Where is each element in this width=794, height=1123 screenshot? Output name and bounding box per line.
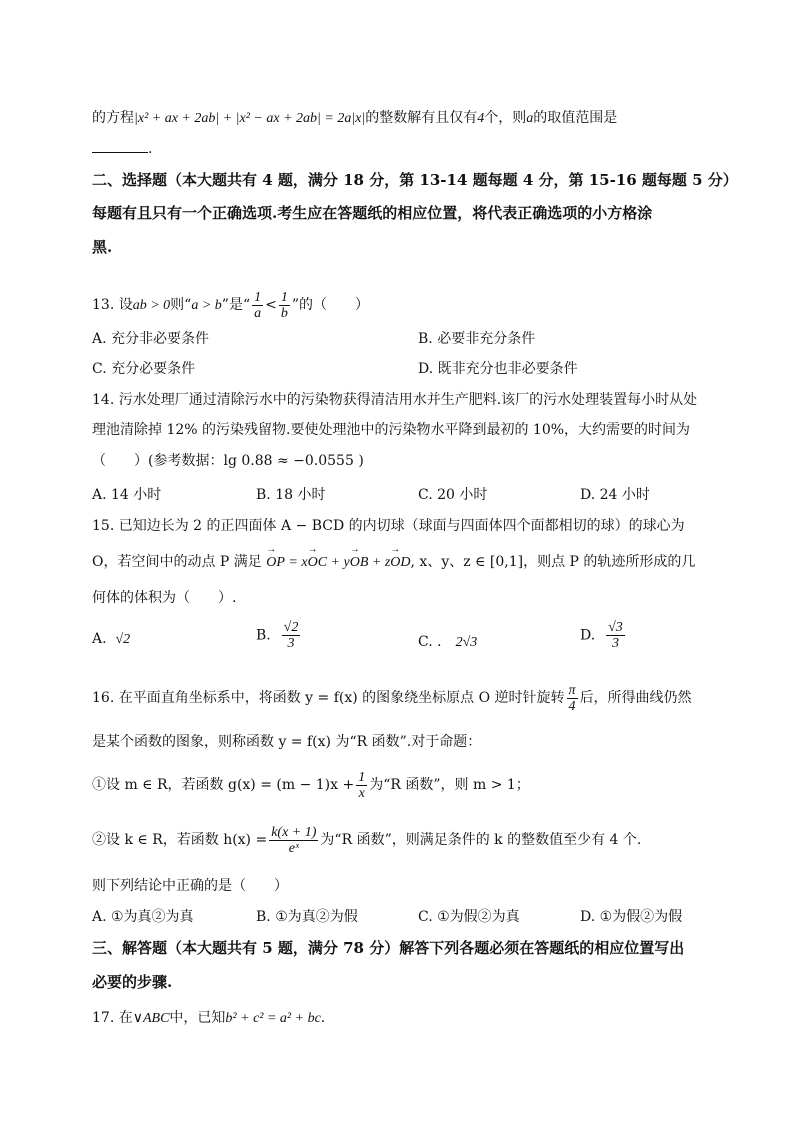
option-label: B. [256,627,271,644]
q15-text: , x、y、z ∈ [0,1]，则点 P 的轨迹所形成的几 [410,554,696,570]
q13-prefix: 13. 设 [92,297,133,313]
option-fraction [282,620,301,651]
q14-option-d[interactable]: D. 24 小时 [580,487,650,503]
q13-option-d[interactable]: D. 既非充分也非必要条件 [418,361,578,377]
frac-num: k(x + 1) [271,824,317,840]
intro-equation: |x² + ax + 2ab| + |x² − ax + 2ab| = 2a|x| [134,111,366,126]
q17-triangle: ∨ABC [132,1011,170,1026]
frac-den: eˣ [288,840,299,856]
frac-den: b [280,305,288,321]
frac-den: 4 [568,698,576,714]
intro-count: 4 [477,111,485,126]
q13-option-c[interactable]: C. 充分必要条件 [92,361,196,377]
q15-option-a[interactable] [92,631,130,648]
frac-num: √3 [608,620,623,635]
q15-option-b[interactable] [256,620,302,651]
frac-num: 1 [254,289,262,305]
q14-line-1: 14. 污水处理厂通过清除污水中的污染物获得清洁用水并生产肥料.该厂的污水处理装置每小时从处 [92,392,698,408]
section-2-title: 二、选择题（本大题共有 4 题，满分 18 分，第 13-14 题每题 4 分，第 15-16 题每题 5 分） [92,171,738,189]
q13-condition: ab > 0 [132,298,171,313]
q13-text: ”是“ [221,297,251,313]
q15-option-d[interactable] [580,620,627,651]
q14-line-2: 理池清除掉 12% 的污染残留物.要使处理池中的污染物水平降到最初的 10%，大约需要的时间为 [92,422,691,438]
vector-od: → OD [390,553,410,573]
section-2-instructions-end: 黑. [92,238,113,256]
frac-num: π [568,682,576,698]
option-label: C. ． [418,634,452,650]
blank-line [92,138,148,153]
q13-fraction-2 [279,290,290,321]
vector-oc: → OC [308,553,327,573]
q16-text: ①设 m ∈ R，若函数 g(x) = (m − 1)x + [92,777,355,793]
q17-text: 17. 在 [92,1010,133,1026]
q15-option-c[interactable] [418,631,477,651]
vector-ob: → OB [350,553,369,573]
q13-text: 则“ [170,297,192,313]
frac-den: 3 [287,636,295,651]
q17-equation: b² + c² = a² + bc [225,1011,321,1026]
q14-option-c[interactable]: C. 20 小时 [418,487,488,503]
frac-num: 1 [280,289,288,305]
frac-den: x [358,785,365,801]
section-3-instructions: 必要的步骤. [92,973,173,991]
intro-line [92,108,734,129]
q15-text: + z [368,555,391,570]
intro-text: 的取值范围是 [533,110,618,126]
q16-statement-1 [92,768,734,802]
q15-line-2 [92,552,734,573]
q17-text: . [320,1010,326,1026]
q13-statement: a > b [191,298,222,313]
q13-end: ”的（ ） [291,297,370,313]
q16-fraction-pi4 [567,683,578,714]
question-17 [92,1008,734,1029]
answer-blank: . [92,138,734,159]
q14-line-3: （ ）(参考数据：lg 0.88 ≈ −0.0555 ) [92,453,364,469]
q15-text: O，若空间中的动点 P 满足 [92,554,267,570]
q16-text: 为“R 函数”，则满足条件的 k 的整数值至少有 4 个. [320,832,642,848]
option-value: √2 [115,632,131,647]
section-2-instructions: 每题有且只有一个正确选项.考生应在答题纸的相应位置，将代表正确选项的小方格涂 [92,204,653,222]
section-3-title: 三、解答题（本大题共有 5 题，满分 78 分）解答下列各题必须在答题纸的相应位置写出 [92,939,685,957]
q14-option-b[interactable]: B. 18 小时 [256,487,326,503]
q16-text: 后，所得曲线仍然 [579,690,692,706]
q16-s2-fraction [269,825,318,856]
q16-option-d[interactable]: D. ①为假②为假 [580,909,683,925]
q16-line-1 [92,680,734,716]
option-fraction [606,620,625,651]
vector-op: → OP [266,553,285,573]
q16-line-5: 则下列结论中正确的是（ ） [92,878,288,894]
q16-option-a[interactable]: A. ①为真②为真 [92,909,194,925]
frac-den: a [254,305,262,321]
frac-num: 1 [358,769,366,785]
q16-s1-fraction [356,770,367,801]
option-label: A. [92,631,107,647]
q16-statement-2 [92,823,734,857]
q16-option-c[interactable]: C. ①为假②为真 [418,909,520,925]
intro-text: 个，则 [484,110,527,126]
frac-den: 3 [611,636,619,651]
q15-line-1: 15. 已知边长为 2 的正四面体 A − BCD 的内切球（球面与四面体四个面都相切的球）的球心为 [92,518,685,534]
intro-text: 的整数解有且仅有 [365,110,478,126]
q15-line-3: 何体的体积为（ ）. [92,590,237,606]
q17-text: 中，已知 [169,1010,226,1026]
q16-option-b[interactable]: B. ①为真②为假 [256,909,358,925]
q13-option-b[interactable]: B. 必要非充分条件 [418,331,536,347]
q16-text: 为“R 函数”，则 m > 1； [369,777,530,793]
q13-lt: < [265,297,277,313]
q14-option-a[interactable]: A. 14 小时 [92,487,162,503]
q13-option-a[interactable]: A. 充分非必要条件 [92,331,210,347]
q16-text: ②设 k ∈ R，若函数 h(x) = [92,832,268,848]
q13-fraction-1 [252,290,263,321]
option-value: 2√3 [455,635,478,650]
question-13 [92,288,734,323]
intro-prefix: 的方程 [92,110,134,126]
q16-text: 16. 在平面直角坐标系中，将函数 y = f(x) 的图象绕坐标原点 O 逆时针旋转 [92,690,565,706]
q15-text: = x [284,555,308,570]
intro-var: a [526,111,534,126]
q15-text: + y [327,555,350,570]
frac-num: √2 [283,620,299,635]
q16-line-2: 是某个函数的图象，则称函数 y = f(x) 为“R 函数”.对于命题： [92,734,482,750]
option-label: D. [580,627,596,644]
